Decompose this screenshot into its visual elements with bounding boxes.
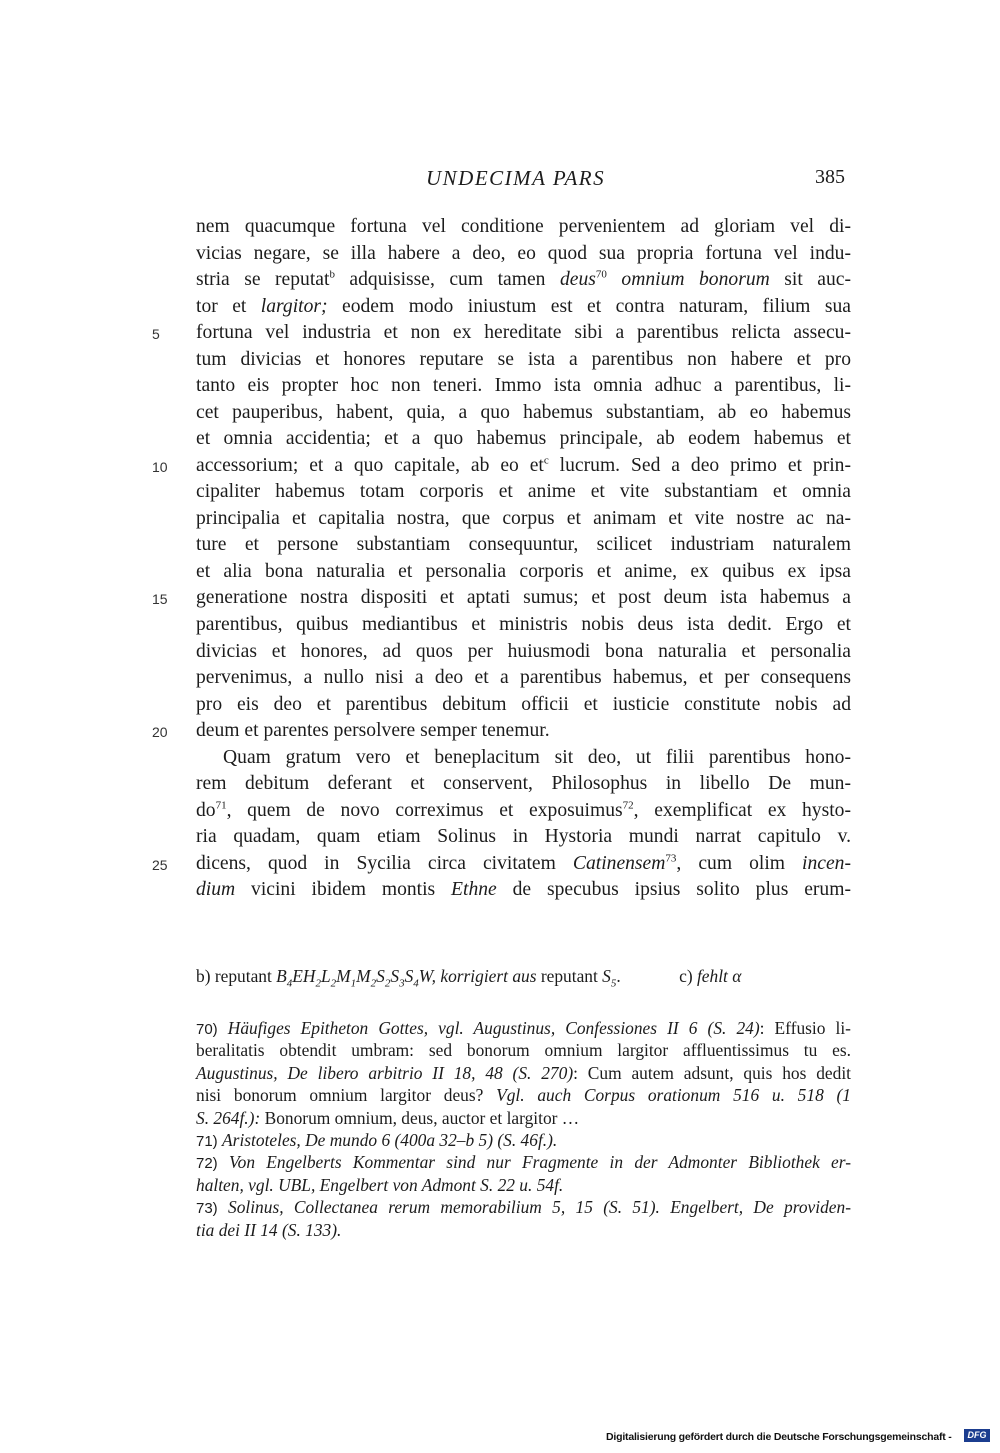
text-line: et alia bona naturalia et personalia corporis et anime, ex quibus ex ipsa — [196, 560, 851, 582]
line-number: 25 — [152, 856, 168, 873]
footnote-line: S. 264f.): Bonorum omnium, deus, auctor et largitor … — [196, 1107, 580, 1128]
footnote-line: 73) Solinus, Collectanea rerum memorabilium 5, 15 (S. 51). Engelbert, De providen- — [196, 1197, 851, 1218]
running-head — [0, 166, 1000, 194]
text-line: tanto eis propter hoc non teneri. Immo ista omnia adhuc a parentibus, li- — [196, 375, 851, 397]
digitization-notice: Digitalisierung gefördert durch die Deutsche Forschungsgemeinschaft - — [606, 1431, 952, 1443]
page-number: 385 — [815, 166, 845, 188]
line-number: 5 — [152, 326, 160, 343]
text-line: nem quacumque fortuna vel conditione pervenientem ad gloriam vel di- — [196, 216, 851, 237]
main-text — [152, 214, 851, 904]
text-line: pro eis deo et parentibus debitum officii et iusticie constitute nobis ad — [196, 693, 851, 715]
text-line: $do^{71}$, quem de novo correximus et exposuimus$^{72}$, exemplificat ex hysto- — [196, 799, 851, 821]
text-line: et omnia accidentia; et a quo habemus principale, ab eodem habemus et — [196, 428, 851, 450]
text-line: 25 dicens, quod in Sycilia circa civitatem Catinensem$^{73}$, cum olim incen- — [196, 851, 851, 878]
text-line: ria quadam, quam etiam Solinus in Hystoria mundi narrat capitulo v. — [196, 826, 851, 848]
footnote-line: 71) Aristoteles, De mundo 6 (400a 32–b 5) (S. 46f.). — [196, 1129, 558, 1150]
text-line: stria se reputat$^b$ adquisisse, cum tamen deus$^{70}$ omnium bonorum sit auc- — [196, 268, 851, 291]
footnotes — [196, 1017, 851, 1241]
text-line: parentibus, quibus mediantibus et ministris nobis deus ista dedit. Ergo et — [196, 613, 851, 635]
text-line: dium vicini ibidem montis Ethne de specubus ipsius solito plus erum- — [196, 879, 851, 901]
critical-apparatus: b) reputant $B_4EH_2L_2M_1M_2S_2S_3S_4W$, korrigiert aus reputant $S_5$. c) fehlt α — [196, 966, 742, 990]
text-line: vicias negare, se illa habere a deo, eo quod sua propria fortuna vel indu- — [196, 242, 851, 264]
line-number: 15 — [152, 591, 168, 608]
footnote-line: nisi bonorum omnium largitor deus? Vgl. auch Corpus orationum 516 u. 518 (1 — [196, 1085, 851, 1106]
text-line: divicias et honores, ad quos per huiusmodi bona naturalia et personalia — [196, 640, 851, 662]
text-line: 15 generatione nostra dispositi et aptati sumus; et post deum ista habemus a — [196, 585, 851, 612]
footnote-line: 72) Von Engelberts Kommentar sind nur Fragmente in der Admonter Bibliothek er- — [196, 1152, 851, 1173]
text-line: rem debitum deferant et conservent, Philosophus in libello De mun- — [196, 773, 851, 795]
text-line: principalia et capitalia nostra, que corpus et animam et vite nostre ac na- — [196, 507, 851, 529]
text-line: cet pauperibus, habent, quia, a quo habemus substantiam, ab eo habemus — [196, 401, 851, 423]
footnote-line: halten, vgl. UBL, Engelbert von Admont S. 22 u. 54f. — [196, 1174, 564, 1195]
running-title: UNDECIMA PARS — [426, 166, 606, 190]
text-line: 5 fortuna vel industria et non ex hereditate sibi a parentibus relicta assecu- — [196, 320, 851, 347]
text-line: tum divicias et honores reputare se ista a parentibus non habere et pro — [196, 348, 851, 370]
text-line: ture et persone substantiam consequuntur, scilicet industriam naturalem — [196, 534, 851, 556]
text-line: 10 accessorium; et a quo capitale, ab eo $et^c$ lucrum. Sed a deo primo et prin- — [196, 453, 851, 480]
dfg-logo: DFG — [964, 1429, 990, 1442]
footnote-line: 70) Häufiges Epitheton Gottes, vgl. Augustinus, Confessiones II 6 (S. 24): Effusio li- — [196, 1018, 851, 1038]
text-line: Quam gratum vero et beneplacitum sit deo, ut filii parentibus hono- — [223, 746, 851, 768]
text-line: tor et largitor; eodem modo iniustum est et contra naturam, filium sua — [196, 295, 851, 317]
line-number: 20 — [152, 724, 168, 741]
text-line: cipaliter habemus totam corporis et anime et vite substantiam et omnia — [196, 481, 851, 503]
text-line: pervenimus, a nullo nisi a deo et a parentibus habemus, et per consequens — [196, 667, 851, 689]
footnote-line: Augustinus, De libero arbitrio II 18, 48 (S. 270): Cum autem adsunt, quis hos dedit — [196, 1062, 852, 1083]
text-line: 20 deum et parentes persolvere semper tenemur. — [196, 718, 851, 745]
footnote-line: tia dei II 14 (S. 133). — [196, 1219, 342, 1240]
footnote-line: beralitatis obtendit umbram: sed bonorum omnium largitor affluentissimus tu es. — [196, 1040, 851, 1061]
line-number: 10 — [152, 458, 168, 475]
